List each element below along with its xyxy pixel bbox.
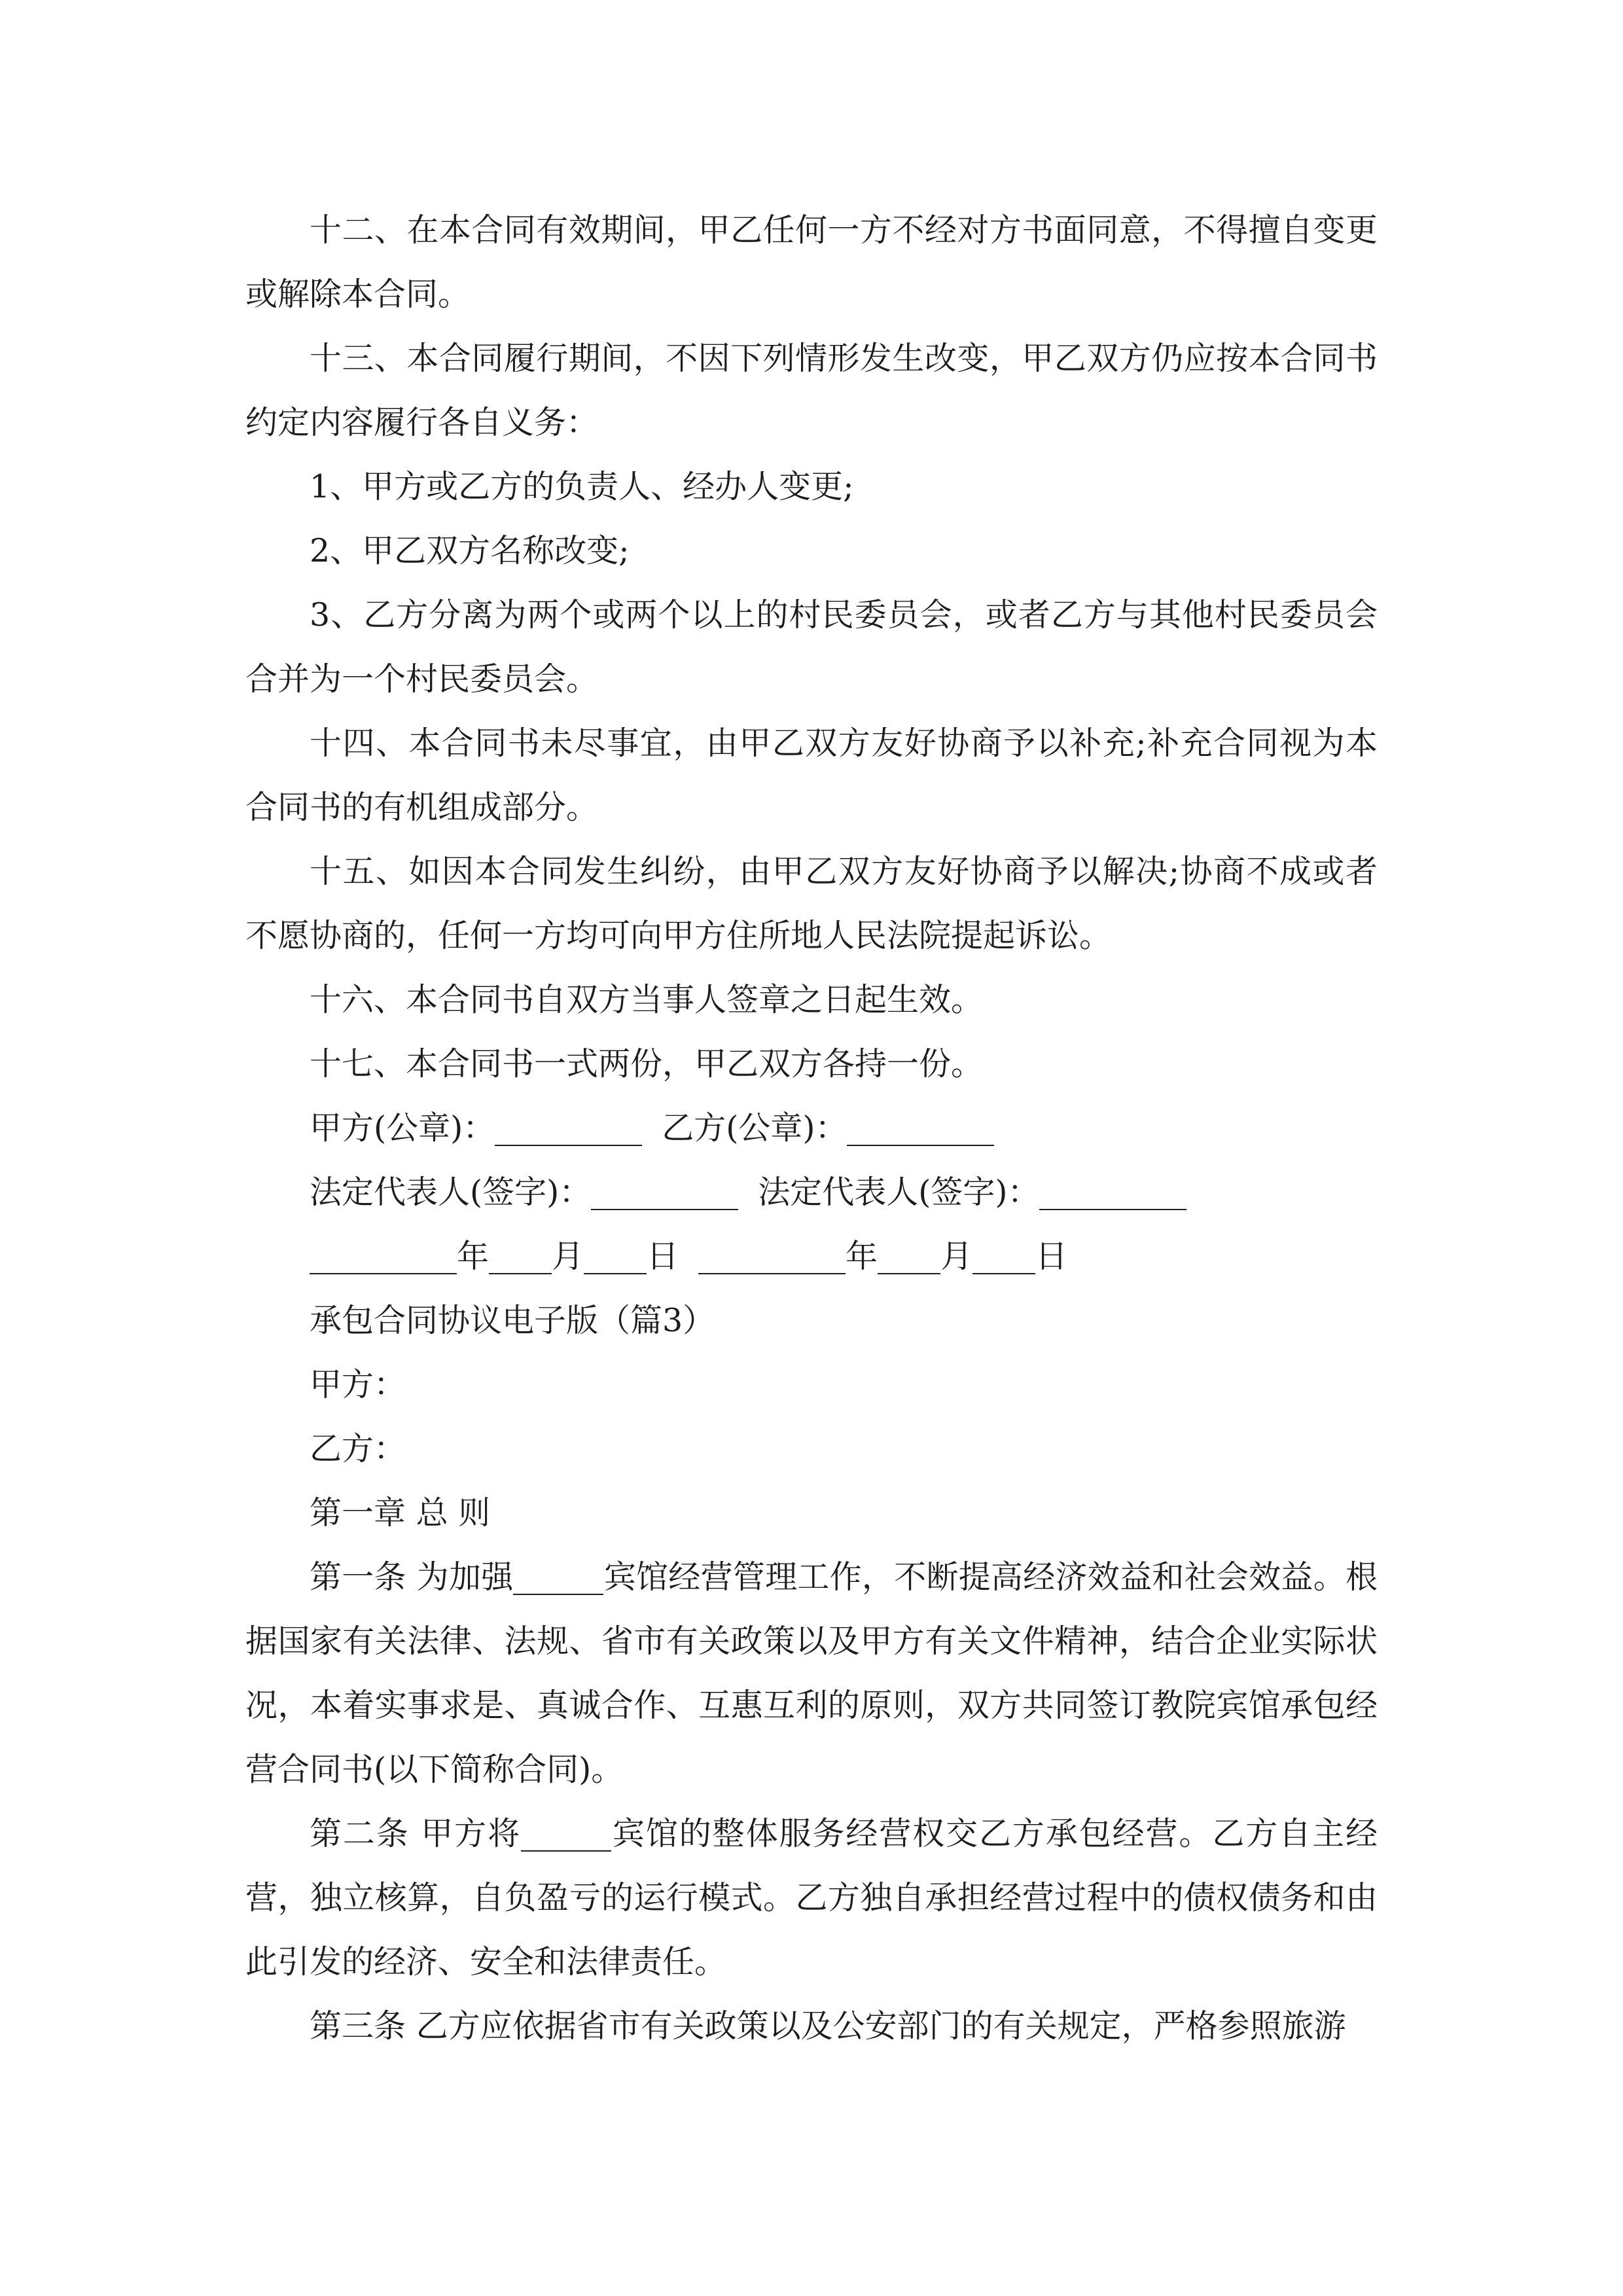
date-b-month-blank bbox=[878, 1239, 940, 1274]
date-b-year-blank bbox=[698, 1239, 846, 1274]
article-1-pre: 为加强 bbox=[416, 1558, 514, 1596]
representative-line bbox=[245, 1160, 1378, 1225]
article-1-text: 宾馆经营管理工作，不断提高经济效益和社会效益。根据国家有关法律、法规、省市有关政策以及甲方有关文件精神，结合企业实际状况，本着实事求是、真诚合作、互惠互利的原则，双方共同签订教院宾馆承包经营合同书(以下简称合同)。 bbox=[245, 1558, 1378, 1788]
rep-b-blank bbox=[1039, 1175, 1186, 1210]
clause-13: 十三、本合同履行期间，不因下列情形发生改变，甲乙双方仍应按本合同书约定内容履行各自义务： bbox=[245, 340, 1378, 441]
clause-13-item-1: 1、甲方或乙方的负责人、经办人变更; bbox=[310, 468, 854, 505]
party-a-line: 甲方： bbox=[310, 1366, 406, 1403]
article-3-text: 乙方应依据省市有关政策以及公安部门的有关规定，严格参照旅游 bbox=[416, 2007, 1346, 2045]
clause-12: 十二、在本合同有效期间，甲乙任何一方不经对方书面同意，不得擅自变更或解除本合同。 bbox=[245, 211, 1378, 313]
date-a-month-blank bbox=[489, 1239, 552, 1274]
date-line bbox=[245, 1225, 1378, 1289]
party-a-seal-blank bbox=[495, 1111, 642, 1145]
party-b-seal-label: 乙方(公章)： bbox=[662, 1109, 847, 1147]
date-b-year: 年 bbox=[846, 1238, 878, 1275]
date-b-day-blank bbox=[972, 1239, 1035, 1274]
clause-15: 十五、如因本合同发生纠纷，由甲乙双方友好协商予以解决;协商不成或者不愿协商的，任何一方均可向甲方住所地人民法院提起诉讼。 bbox=[245, 853, 1378, 954]
article-3 bbox=[245, 1994, 1378, 2058]
party-a-seal-label: 甲方(公章)： bbox=[310, 1109, 495, 1147]
rep-a-blank bbox=[591, 1175, 738, 1210]
date-a-year: 年 bbox=[457, 1238, 490, 1275]
article-2 bbox=[245, 1802, 1378, 1994]
date-b-day: 日 bbox=[1035, 1238, 1068, 1275]
document-body bbox=[245, 198, 1378, 2058]
party-b-line: 乙方： bbox=[310, 1430, 406, 1467]
date-b-month: 月 bbox=[940, 1238, 973, 1275]
article-1-blank bbox=[513, 1560, 603, 1594]
rep-a-label: 法定代表人(签字)： bbox=[310, 1174, 592, 1211]
clause-14: 十四、本合同书未尽事宜，由甲乙双方友好协商予以补充;补充合同视为本合同书的有机组成部分。 bbox=[245, 725, 1378, 826]
article-3-label: 第三条 bbox=[310, 2007, 406, 2045]
article-2-label: 第二条 bbox=[310, 1815, 410, 1852]
article-2-blank bbox=[521, 1816, 611, 1851]
clause-17: 十七、本合同书一式两份，甲乙双方各持一份。 bbox=[310, 1045, 984, 1083]
date-a-day: 日 bbox=[647, 1238, 679, 1275]
date-a-year-blank bbox=[310, 1239, 457, 1274]
article-2-text: 宾馆的整体服务经营权交乙方承包经营。乙方自主经营，独立核算，自负盈亏的运行模式。乙方独自承担经营过程中的债权债务和由此引发的经济、安全和法律责任。 bbox=[245, 1815, 1378, 1981]
date-a-month: 月 bbox=[552, 1238, 584, 1275]
article-2-pre: 甲方将 bbox=[421, 1815, 521, 1852]
article-1-label: 第一条 bbox=[310, 1558, 406, 1596]
article-1 bbox=[245, 1545, 1378, 1802]
date-a-day-blank bbox=[584, 1239, 647, 1274]
clause-16: 十六、本合同书自双方当事人签章之日起生效。 bbox=[310, 981, 984, 1018]
seal-line bbox=[245, 1096, 1378, 1160]
section-title: 承包合同协议电子版（篇3） bbox=[310, 1302, 715, 1339]
party-b-seal-blank bbox=[847, 1111, 994, 1145]
clause-13-item-2: 2、甲乙双方名称改变; bbox=[310, 532, 630, 569]
chapter-heading: 第一章 总 则 bbox=[310, 1494, 491, 1532]
rep-b-label: 法定代表人(签字)： bbox=[758, 1174, 1040, 1211]
clause-13-item-3: 3、乙方分离为两个或两个以上的村民委员会，或者乙方与其他村民委员会合并为一个村民委员会。 bbox=[245, 596, 1378, 698]
